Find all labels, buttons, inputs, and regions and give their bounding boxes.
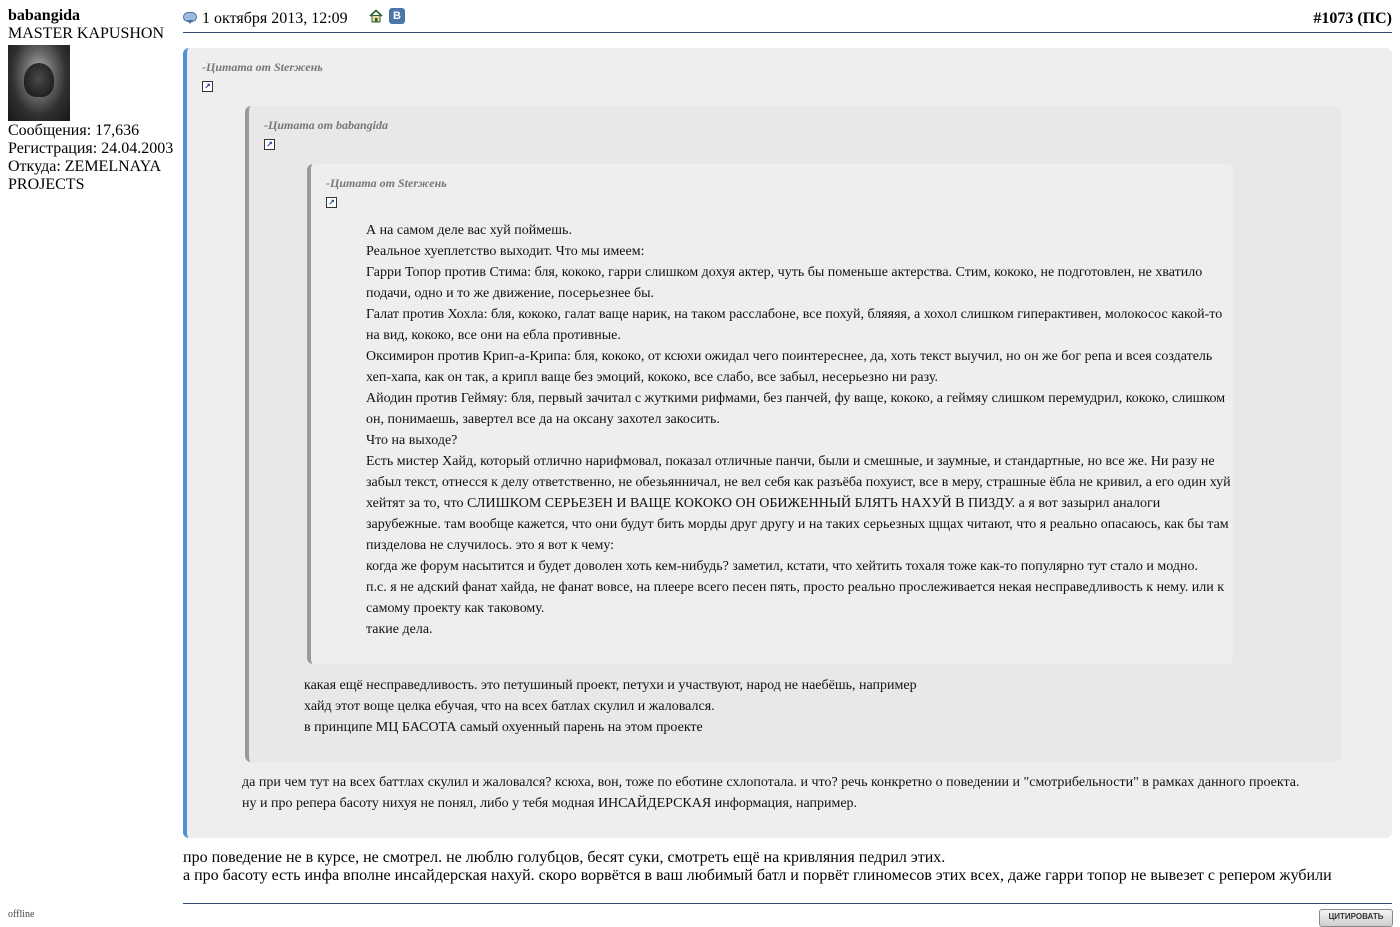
online-status: offline: [8, 909, 35, 920]
quote-line: Гарри Топор против Стима: бля, кококо, гарри слишком дохуя актер, чуть бы поменьше актерства. Стим, кококо, не подготовлен, не хватило подачи, одно и то же движение, посерьезнее бы.: [366, 265, 1203, 301]
quote-line: Реальное хуеплетство выходит. Что мы имеем:: [366, 244, 645, 259]
quote-line: Есть мистер Хайд, который отлично нарифмовал, показал отличные панчи, были и смешные, и заумные, и стандартные, но все же. Ни разу не забыл текст, отнесся к делу ответственно, не обезьянничал, не вел себя как разъёба похуист, все в меру, страшные ёбла не кривил, а его один хуй хейтят за то, что СЛИШКОМ СЕРЬЕЗЕН И ВАЩЕ КОКОКО ОН ОБИЖЕННЫЙ БЛЯТЬ НАХУЙ В ПИЗДУ. а я вот зазырил аналоги зарубежные. там вообще кажется, что они будут бить морды друг другу и на таких серьезных щщах читают, что я реально опасаюсь, как бы там пизделова не случилось. это я вот к чему:: [366, 454, 1231, 553]
quote-middle-jump-icon[interactable]: ↗: [264, 139, 275, 150]
user-registered: Регистрация: 24.04.2003: [8, 140, 174, 157]
user-title: MASTER KAPUSHON: [8, 25, 165, 42]
username[interactable]: babangida: [8, 7, 81, 24]
quote-middle-text: [304, 675, 1304, 738]
avatar[interactable]: [8, 45, 70, 121]
quote-outer-author: -Цитата от Sterжень: [202, 60, 323, 74]
quote-button[interactable]: ЦИТИРОВАТЬ: [1319, 909, 1393, 927]
quote-outer: [183, 48, 1392, 838]
post-suffix-link[interactable]: ПС: [1362, 10, 1387, 27]
post-icon: [183, 12, 197, 22]
quote-line: Оксимирон против Крип-а-Крипа: бля, кококо, от ксюхи ожидал чего поинтереснее, да, хоть текст выучил, но он же бог репа и всея создатель хеп-хапа, как он так, а крипл ваще без эмоций, кококо, все слабо, все забыл, несерьезно ни разу.: [366, 349, 1213, 385]
quote-line: хайд этот воще целка ебучая, что на всех батлах скулил и жаловался.: [304, 699, 715, 714]
quote-outer-text: [242, 772, 1382, 814]
post-suffix-open: (: [1353, 10, 1363, 27]
quote-line: когда же форум насытится и будет доволен хоть кем-нибудь? заметил, кстати, что хейтить тохаля тоже как-то популярно тут стало и модно.: [366, 559, 1198, 574]
post-number-area: [1313, 10, 1392, 28]
post-date: 1 октября 2013, 12:09: [202, 10, 348, 27]
quote-line: Что на выходе?: [366, 433, 458, 448]
quote-inner-text: [366, 220, 1234, 640]
post-body-line: про поведение не в курсе, не смотрел. не люблю голубцов, бесят суки, смотреть ещё на кривляния педрил этих.: [183, 849, 946, 866]
vk-icon[interactable]: В: [389, 8, 405, 24]
quote-inner-author: -Цитата от Sterжень: [326, 176, 447, 190]
quote-line: в принципе МЦ БАСОТА самый охуенный парень на этом проекте: [304, 720, 703, 735]
quote-middle-author: -Цитата от babangida: [264, 118, 389, 132]
home-icon[interactable]: [369, 9, 383, 23]
post-body: [183, 849, 1393, 885]
post-number-link[interactable]: #1073: [1313, 10, 1354, 27]
quote-line: Галат против Хохла: бля, кококо, галат ваще нарик, на таком расслабоне, все похуй, бляяяя, а хохол слишком гиперактивен, молокосос какой-то на вид, кококо, все они на ебла противные.: [366, 307, 1223, 343]
user-posts-count: Сообщения: 17,636: [8, 122, 140, 139]
post-suffix-close: ): [1386, 10, 1392, 27]
quote-inner-jump-icon[interactable]: ↗: [326, 197, 337, 208]
quote-line: А на самом деле вас хуй поймешь.: [366, 223, 572, 238]
quote-line: да при чем тут на всех баттлах скулил и жаловался? ксюха, вон, тоже по еботине схлопотала. и что? речь конкретно о поведении и "смотрибельности" в рамках данного проекта.: [242, 775, 1300, 790]
user-location: Откуда: ZEMELNAYA PROJECTS: [8, 158, 161, 193]
quote-line: какая ещё несправедливость. это петушиный проект, петухи и участвуют, народ не наебёшь, например: [304, 678, 917, 693]
quote-outer-jump-icon[interactable]: ↗: [202, 81, 213, 92]
quote-line: Айодин против Геймяу: бля, первый зачитал с жуткими рифмами, без панчей, фу ваще, кококо, а геймяу слишком перемудрил, кококо, слишком он, понимаешь, завертел все да на оксану захотел закосить.: [366, 391, 1226, 427]
quote-middle: [245, 106, 1341, 762]
quote-line: такие дела.: [366, 622, 433, 637]
quote-line: ну и про репера басоту нихуя не понял, либо у тебя модная ИНСАЙДЕРСКАЯ информация, например.: [242, 796, 858, 811]
user-info: [8, 7, 180, 194]
post-footer-divider: [183, 903, 1392, 904]
quote-line: п.с. я не адский фанат хайда, не фанат вовсе, на плеере всего песен пять, просто реально прослеживается некая несправедливость к нему. или к самому проекту как таковому.: [366, 580, 1225, 616]
post-body-line: а про басоту есть инфа вполне инсайдерская нахуй. скоро ворвётся в ваш любимый батл и порвёт глиномесов этих всех, даже гарри топор не вывезет с репером жубили: [183, 867, 1332, 884]
quote-inner: [307, 164, 1233, 664]
post-header: [183, 8, 1392, 33]
